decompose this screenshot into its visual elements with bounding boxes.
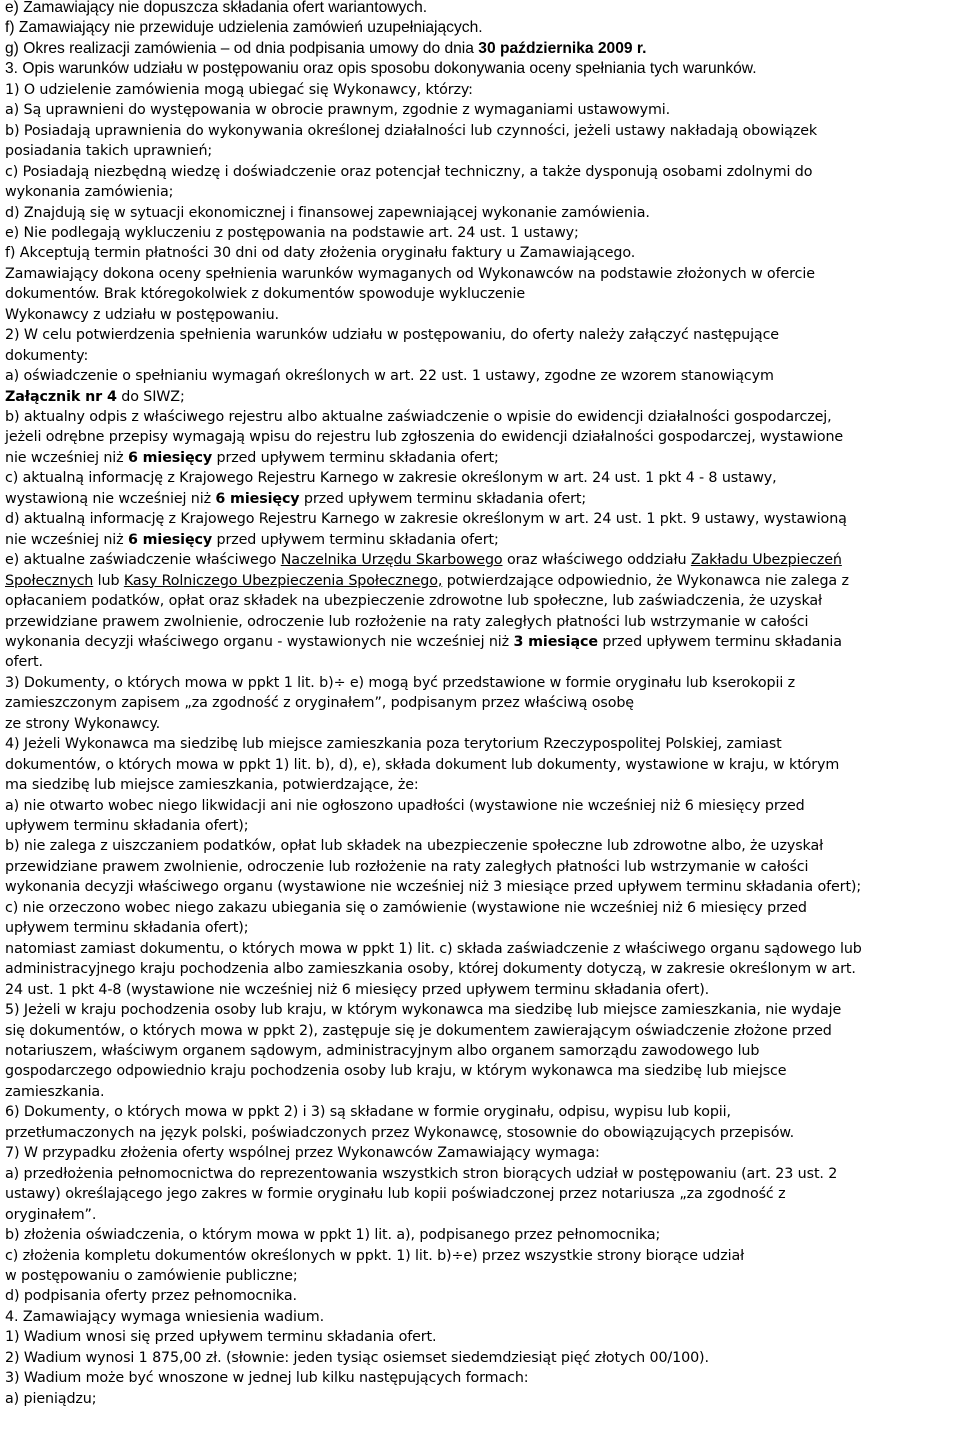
text-line bbox=[5, 1000, 841, 1020]
text-line bbox=[5, 1205, 96, 1225]
line-text: posiadania takich uprawnień; bbox=[5, 143, 213, 160]
text-line bbox=[5, 325, 779, 345]
underlined-text: Społecznych bbox=[5, 572, 94, 589]
text-line bbox=[5, 346, 88, 366]
line-text: oryginałem”. bbox=[5, 1206, 97, 1223]
text-line bbox=[5, 571, 849, 591]
text-line bbox=[5, 0, 427, 18]
text-line bbox=[5, 1164, 837, 1184]
line-text: opłacaniem podatków, opłat oraz składek na ubezpieczenie zdrowotne lub społeczne, lub zaświadczenia, że uzyskał bbox=[5, 593, 822, 609]
line-text: a) przedłożenia pełnomocnictwa do reprezentowania wszystkich stron biorących udział w postępowaniu (art. 23 ust. 2 bbox=[5, 1165, 838, 1182]
text-line bbox=[5, 816, 248, 836]
bold-text: 6 miesięcy bbox=[127, 449, 213, 466]
text-line bbox=[5, 1143, 600, 1163]
line-text: Zamawiający dokona oceny spełnienia warunków wymaganych od Wykonawców na podstawie złożonych w ofercie bbox=[5, 265, 815, 282]
line-text: a) nie otwarto wobec niego likwidacji ani nie ogłoszono upadłości (wystawione nie wcześniej niż 6 miesięcy przed bbox=[5, 797, 805, 814]
line-text: zamieszczonym zapisem „za zgodność z oryginałem”, podpisanym przez właściwą osobę bbox=[5, 695, 634, 712]
text-line bbox=[5, 141, 212, 161]
line-text: b) Posiadają uprawnienia do wykonywania określonej działalności lub czynności, jeżeli ustawy nakładają obowiązek bbox=[5, 122, 818, 139]
text-line bbox=[5, 714, 160, 734]
text-line bbox=[5, 1368, 529, 1388]
text-line bbox=[5, 1246, 744, 1266]
line-text: przed upływem terminu składania ofert; bbox=[212, 449, 499, 466]
text-line bbox=[5, 100, 670, 120]
text-line bbox=[5, 468, 777, 488]
line-text: c) złożenia kompletu dokumentów określonych w ppkt. 1) lit. b)÷e) przez wszystkie strony biorące udział bbox=[5, 1247, 745, 1264]
line-text: przed upływem terminu składania ofert; bbox=[212, 531, 499, 548]
line-text: g) Okres realizacji zamówienia – od dnia podpisania umowy do dnia bbox=[5, 39, 479, 57]
text-line bbox=[5, 1389, 96, 1409]
text-line bbox=[5, 836, 823, 856]
text-line bbox=[5, 1286, 297, 1306]
text-line bbox=[5, 18, 483, 38]
text-line bbox=[5, 387, 185, 407]
line-text: potwierdzające odpowiednio, że Wykonawca nie zalega z bbox=[442, 572, 849, 589]
line-text: oraz właściwego oddziału bbox=[502, 552, 691, 569]
text-line bbox=[5, 162, 812, 182]
text-line bbox=[5, 427, 843, 447]
line-text: ustawy) określającego jego zakres w formie oryginału lub kopii poświadczonej przez notariusza „za zgodność z bbox=[5, 1186, 786, 1203]
line-text: się dokumentów, o których mowa w ppkt 2), zastępuje się je dokumentem zawierającym oświadczenie złożone przed bbox=[5, 1022, 832, 1039]
line-text: f) Zamawiający nie przewiduje udzielenia zamówień uzupełniających. bbox=[5, 19, 483, 37]
line-text: 24 ust. 1 pkt 4-8 (wystawione nie wcześniej niż 6 miesięcy przed upływem terminu składania ofert). bbox=[5, 981, 710, 998]
line-text: d) Znajdują się w sytuacji ekonomicznej i finansowej zapewniającej wykonanie zamówienia. bbox=[5, 204, 650, 221]
line-text: w postępowaniu o zamówienie publiczne; bbox=[5, 1267, 298, 1284]
line-text: upływem terminu składania ofert); bbox=[5, 920, 249, 937]
text-line bbox=[5, 489, 586, 509]
line-text: zamieszkania. bbox=[5, 1083, 105, 1100]
text-line bbox=[5, 918, 248, 938]
text-line bbox=[5, 693, 634, 713]
text-line bbox=[5, 673, 795, 693]
line-text: do SIWZ; bbox=[116, 388, 185, 405]
text-line bbox=[5, 775, 419, 795]
text-line bbox=[5, 1184, 785, 1204]
text-line bbox=[5, 877, 861, 897]
line-text: e) Nie podlegają wykluczeniu z postępowania na podstawie art. 24 ust. 1 ustawy; bbox=[5, 224, 579, 241]
line-text: Wykonawcy z udziału w postępowaniu. bbox=[5, 306, 279, 323]
line-text: notariuszem, właściwym organem sądowym, administracyjnym albo organem samorządu zawodowego lub bbox=[5, 1043, 760, 1059]
line-text: 2) Wadium wynosi 1 875,00 zł. (słownie: jeden tysiąc osiemset siedemdziesiąt pięć złotych 00/100). bbox=[5, 1349, 709, 1366]
text-line bbox=[5, 509, 847, 529]
text-line bbox=[5, 243, 635, 263]
text-line bbox=[5, 1348, 709, 1368]
line-text: wykonania zamówienia; bbox=[5, 184, 174, 200]
line-text: e) Zamawiający nie dopuszcza składania ofert wariantowych. bbox=[5, 0, 428, 16]
line-text: wykonania decyzji właściwego organu (wystawione nie wcześniej niż 3 miesiące przed upływem terminu składania ofert); bbox=[5, 879, 862, 896]
line-text: 4. Zamawiający wymaga wniesienia wadium. bbox=[5, 1308, 324, 1325]
line-text: 3. Opis warunków udziału w postępowaniu oraz opis sposobu dokonywania oceny spełniania tych warunków. bbox=[5, 60, 757, 78]
text-line bbox=[5, 448, 499, 468]
line-text: przed upływem terminu składania ofert; bbox=[299, 490, 587, 507]
line-text: nie wcześniej niż bbox=[5, 531, 128, 548]
text-line bbox=[5, 1082, 104, 1102]
text-line bbox=[5, 959, 856, 979]
bold-text: 6 miesięcy bbox=[127, 531, 213, 548]
text-line bbox=[5, 1225, 660, 1245]
line-text: b) aktualny odpis z właściwego rejestru albo aktualne zaświadczenie o wpisie do ewidencji działalności gospodarczej, bbox=[5, 409, 832, 425]
bold-text: 3 miesiące bbox=[513, 633, 598, 650]
text-line bbox=[5, 898, 807, 918]
line-text: d) aktualną informację z Krajowego Rejestru Karnego w zakresie określonym w art. 24 ust. 1 pkt. 9 ustawy, wystawioną bbox=[5, 511, 847, 528]
line-text: ma siedzibę lub miejsce zamieszkania, potwierdzające, że: bbox=[5, 777, 419, 794]
text-line bbox=[5, 530, 499, 550]
bold-text: Załącznik nr 4 bbox=[5, 388, 117, 405]
line-text: 7) W przypadku złożenia oferty wspólnej przez Wykonawców Zamawiający wymaga: bbox=[5, 1145, 600, 1162]
line-text: lub bbox=[93, 572, 124, 589]
line-text: ze strony Wykonawcy. bbox=[5, 715, 161, 732]
text-line bbox=[5, 1307, 324, 1327]
text-line bbox=[5, 857, 808, 877]
line-text: c) nie orzeczono wobec niego zakazu ubiegania się o zamówienie (wystawione nie wcześniej niż 6 miesięcy przed bbox=[5, 899, 807, 916]
line-text: 1) O udzielenie zamówienia mogą ubiegać się Wykonawcy, którzy: bbox=[5, 81, 473, 98]
line-text: przewidziane prawem zwolnienie, odroczenie lub rozłożenie na raty zaległych płatności lub wstrzymanie w całości bbox=[5, 858, 809, 875]
text-line bbox=[5, 755, 839, 775]
bold-text: 6 miesięcy bbox=[215, 490, 300, 507]
text-line bbox=[5, 203, 650, 223]
bold-text: 30 października 2009 r. bbox=[478, 39, 647, 57]
line-text: e) aktualne zaświadczenie właściwego bbox=[5, 552, 281, 569]
line-text: wystawioną nie wcześniej niż bbox=[5, 490, 216, 507]
underlined-text: Naczelnika Urzędu Skarbowego bbox=[280, 552, 503, 569]
underlined-text: Zakładu Ubezpieczeń bbox=[690, 552, 842, 569]
text-line bbox=[5, 59, 757, 79]
text-line bbox=[5, 407, 832, 427]
line-text: a) oświadczenie o spełnianiu wymagań określonych w art. 22 ust. 1 ustawy, zgodne ze wzorem stanowiącym bbox=[5, 368, 774, 385]
text-line bbox=[5, 796, 805, 816]
text-line bbox=[5, 612, 808, 632]
line-text: dokumenty: bbox=[5, 347, 89, 364]
text-line bbox=[5, 284, 525, 304]
text-line bbox=[5, 591, 822, 611]
line-text: d) podpisania oferty przez pełnomocnika. bbox=[5, 1288, 297, 1305]
line-text: 3) Dokumenty, o których mowa w ppkt 1 lit. b)÷ e) mogą być przedstawione w formie oryginału lub kserokopii z bbox=[5, 674, 795, 691]
text-line bbox=[5, 550, 842, 570]
line-text: 4) Jeżeli Wykonawca ma siedzibę lub miejsce zamieszkania poza terytorium Rzeczypospolitej Polskiej, zamiast bbox=[5, 736, 782, 753]
text-line bbox=[5, 80, 473, 100]
line-text: upływem terminu składania ofert); bbox=[5, 818, 249, 834]
text-line bbox=[5, 734, 782, 754]
text-line bbox=[5, 1021, 832, 1041]
line-text: przewidziane prawem zwolnienie, odroczenie lub rozłożenie na raty zaległych płatności lub wstrzymanie w całości bbox=[5, 613, 809, 630]
line-text: wykonania decyzji właściwego organu - wystawionych nie wcześniej niż bbox=[5, 633, 514, 650]
text-line bbox=[5, 182, 173, 202]
line-text: 6) Dokumenty, o których mowa w ppkt 2) i 3) są składane w formie oryginału, odpisu, wypisu lub kopii, bbox=[5, 1104, 731, 1121]
line-text: 2) W celu potwierdzenia spełnienia warunków udziału w postępowaniu, do oferty należy załączyć następujące bbox=[5, 327, 779, 344]
line-text: b) nie zalega z uiszczaniem podatków, opłat lub składek na ubezpieczenie społeczne lub zdrowotne albo, że uzyskał bbox=[5, 838, 824, 855]
line-text: natomiast zamiast dokumentu, o których mowa w ppkt 1) lit. c) składa zaświadczenie z właściwego organu sądowego lub bbox=[5, 940, 862, 957]
line-text: c) Posiadają niezbędną wiedzę i doświadczenie oraz potencjał techniczny, a także dysponują osobami zdolnymi do bbox=[5, 163, 813, 180]
line-text: gospodarczego odpowiednio kraju pochodzenia osoby lub kraju, w którym wykonawca ma siedzibę lub miejsce bbox=[5, 1063, 787, 1080]
line-text: przetłumaczonych na język polski, poświadczonych przez Wykonawcę, stosownie do obowiązujących przepisów. bbox=[5, 1124, 795, 1141]
line-text: jeżeli odrębne przepisy wymagają wpisu do rejestru lub zgłoszenia do ewidencji działalności gospodarczej, wystawione bbox=[5, 429, 844, 446]
line-text: przed upływem terminu składania bbox=[597, 633, 842, 650]
line-text: nie wcześniej niż bbox=[5, 449, 128, 466]
text-line bbox=[5, 652, 43, 672]
text-line bbox=[5, 632, 842, 652]
text-line bbox=[5, 305, 279, 325]
text-line bbox=[5, 264, 815, 284]
line-text: c) aktualną informację z Krajowego Rejestru Karnego w zakresie określonym w art. 24 ust. 1 pkt 4 - 8 ustawy, bbox=[5, 470, 777, 487]
line-text: f) Akceptują termin płatności 30 dni od daty złożenia oryginału faktury u Zamawiającego. bbox=[5, 245, 636, 262]
line-text: dokumentów. Brak któregokolwiek z dokumentów spowoduje wykluczenie bbox=[5, 286, 526, 303]
text-line bbox=[5, 1102, 731, 1122]
line-text: b) złożenia oświadczenia, o którym mowa w ppkt 1) lit. a), podpisanego przez pełnomocnika; bbox=[5, 1227, 661, 1243]
text-line bbox=[5, 39, 646, 59]
line-text: 5) Jeżeli w kraju pochodzenia osoby lub kraju, w którym wykonawca ma siedzibę lub miejsce zamieszkania, nie wydaje bbox=[5, 1002, 842, 1018]
line-text: a) pieniądzu; bbox=[5, 1390, 97, 1407]
text-line bbox=[5, 939, 862, 959]
line-text: dokumentów, o których mowa w ppkt 1) lit. b), d), e), składa dokument lub dokumenty, wystawione w kraju, w którym bbox=[5, 756, 840, 773]
text-line bbox=[5, 1266, 298, 1286]
text-line bbox=[5, 1041, 759, 1061]
text-line bbox=[5, 121, 817, 141]
line-text: a) Są uprawnieni do występowania w obrocie prawnym, zgodnie z wymaganiami ustawowymi. bbox=[5, 102, 671, 119]
line-text: administracyjnego kraju pochodzenia albo zamieszkania osoby, której dokumenty dotyczą, w zakresie określonym w art. bbox=[5, 961, 856, 978]
line-text: 1) Wadium wnosi się przed upływem terminu składania ofert. bbox=[5, 1329, 437, 1346]
text-line bbox=[5, 1061, 786, 1081]
line-text: 3) Wadium może być wnoszone w jednej lub kilku następujących formach: bbox=[5, 1370, 529, 1387]
text-line bbox=[5, 223, 579, 243]
underlined-text: Kasy Rolniczego Ubezpieczenia Społecznego, bbox=[123, 572, 443, 589]
line-text: ofert. bbox=[5, 654, 43, 671]
text-line bbox=[5, 1123, 794, 1143]
text-line bbox=[5, 366, 774, 386]
text-line bbox=[5, 980, 709, 1000]
text-line bbox=[5, 1327, 436, 1347]
